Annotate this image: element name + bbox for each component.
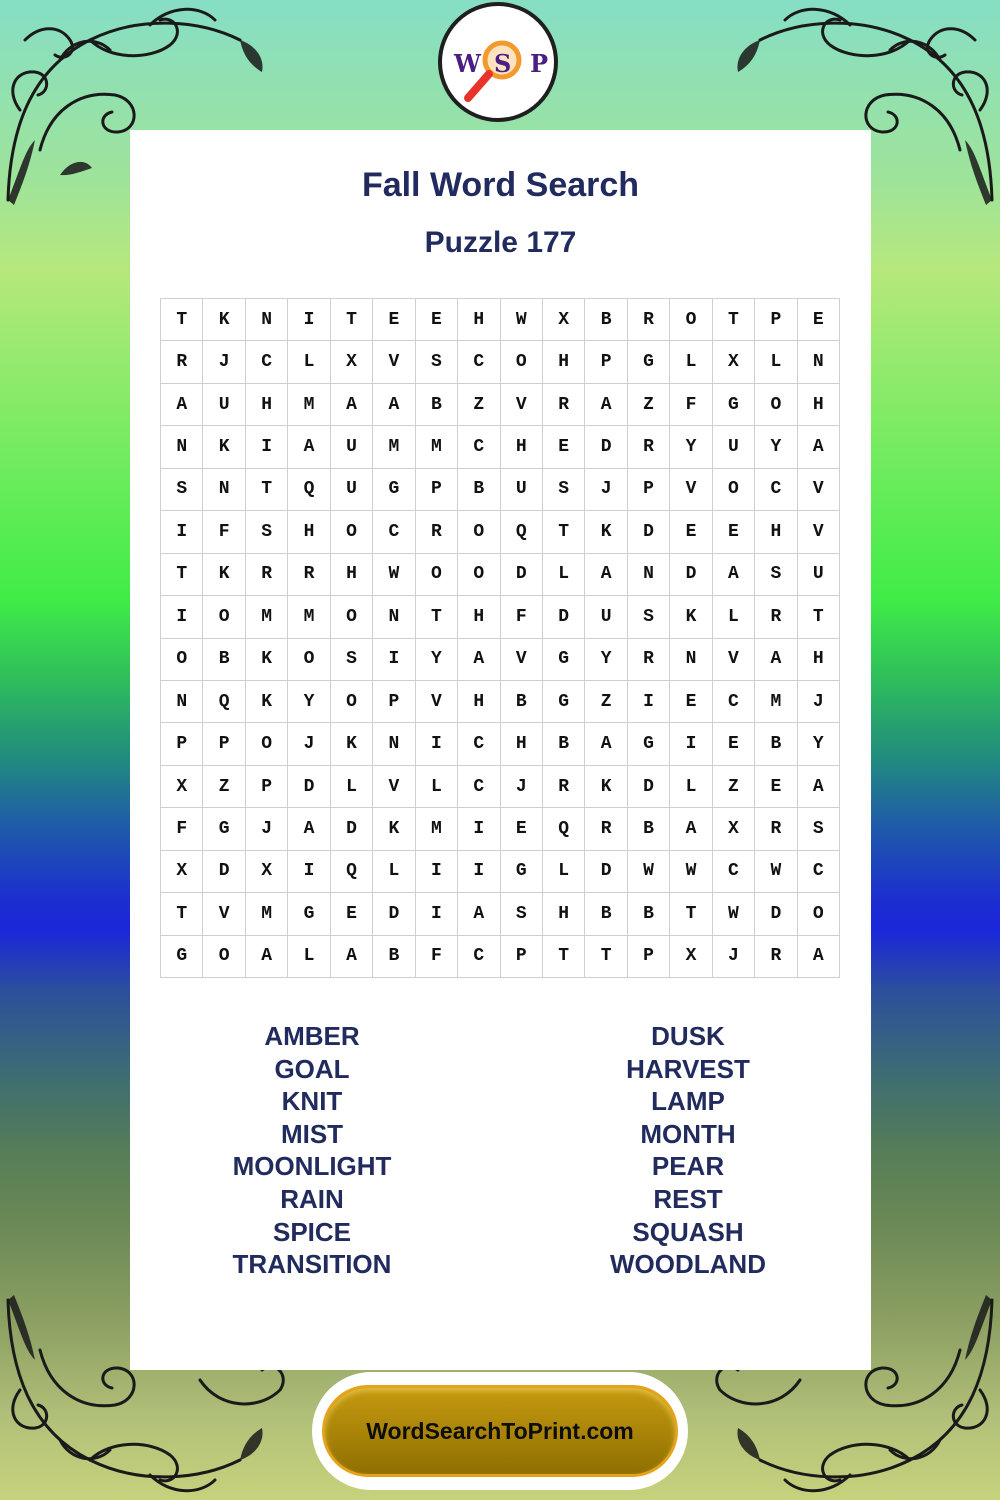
grid-cell[interactable]: C xyxy=(713,681,755,723)
grid-cell[interactable]: B xyxy=(458,469,500,511)
grid-cell[interactable]: S xyxy=(161,469,203,511)
grid-cell[interactable]: A xyxy=(798,936,840,978)
grid-cell[interactable]: M xyxy=(288,596,330,638)
grid-cell[interactable]: Q xyxy=(501,511,543,553)
word-list-item: DUSK xyxy=(651,1021,725,1051)
grid-cell[interactable]: V xyxy=(798,469,840,511)
grid-cell[interactable]: Z xyxy=(628,384,670,426)
grid-cell[interactable]: A xyxy=(755,639,797,681)
grid-cell[interactable]: B xyxy=(585,299,627,341)
word-list-item: PEAR xyxy=(651,1151,725,1182)
grid-cell[interactable]: C xyxy=(458,766,500,808)
grid-cell[interactable]: S xyxy=(543,469,585,511)
grid-cell[interactable]: I xyxy=(288,299,330,341)
grid-cell[interactable]: I xyxy=(458,851,500,893)
grid-cell[interactable]: L xyxy=(543,554,585,596)
grid-cell[interactable]: V xyxy=(203,893,245,935)
grid-cell[interactable]: S xyxy=(501,893,543,935)
grid-cell[interactable]: I xyxy=(246,426,288,468)
grid-cell[interactable]: M xyxy=(373,426,415,468)
grid-cell[interactable]: X xyxy=(670,936,712,978)
grid-cell[interactable]: H xyxy=(331,554,373,596)
grid-cell[interactable]: O xyxy=(458,511,500,553)
grid-cell[interactable]: D xyxy=(628,511,670,553)
grid-cell[interactable]: C xyxy=(458,341,500,383)
grid-cell[interactable]: T xyxy=(585,936,627,978)
grid-cell[interactable]: A xyxy=(585,723,627,765)
grid-cell[interactable]: H xyxy=(798,384,840,426)
grid-cell[interactable]: M xyxy=(416,426,458,468)
grid-cell[interactable]: K xyxy=(585,766,627,808)
grid-cell[interactable]: S xyxy=(755,554,797,596)
grid-cell[interactable]: X xyxy=(161,851,203,893)
grid-cell[interactable]: A xyxy=(331,384,373,426)
grid-cell[interactable]: N xyxy=(798,341,840,383)
grid-cell[interactable]: K xyxy=(670,596,712,638)
grid-cell[interactable]: Z xyxy=(203,766,245,808)
word-list-item: SQUASH xyxy=(632,1216,744,1247)
grid-cell[interactable]: Z xyxy=(713,766,755,808)
grid-cell[interactable]: C xyxy=(713,851,755,893)
grid-cell[interactable]: R xyxy=(416,511,458,553)
grid-cell[interactable]: O xyxy=(798,893,840,935)
grid-cell[interactable]: M xyxy=(288,384,330,426)
grid-cell[interactable]: J xyxy=(713,936,755,978)
grid-cell[interactable]: V xyxy=(501,639,543,681)
grid-cell[interactable]: H xyxy=(458,596,500,638)
grid-cell[interactable]: G xyxy=(501,851,543,893)
grid-cell[interactable]: E xyxy=(755,766,797,808)
grid-cell[interactable]: U xyxy=(501,469,543,511)
grid-cell[interactable]: V xyxy=(501,384,543,426)
grid-cell[interactable]: W xyxy=(628,851,670,893)
grid-cell[interactable]: B xyxy=(501,681,543,723)
grid-cell[interactable]: A xyxy=(458,639,500,681)
grid-cell[interactable]: X xyxy=(713,341,755,383)
grid-cell[interactable]: W xyxy=(373,554,415,596)
grid-cell[interactable]: A xyxy=(373,384,415,426)
grid-cell[interactable]: X xyxy=(246,851,288,893)
grid-cell[interactable]: C xyxy=(798,851,840,893)
grid-cell[interactable]: L xyxy=(373,851,415,893)
word-list-item: GOAL xyxy=(274,1053,350,1084)
grid-cell[interactable]: D xyxy=(543,596,585,638)
grid-cell[interactable]: J xyxy=(798,681,840,723)
grid-cell[interactable]: Q xyxy=(203,681,245,723)
grid-cell[interactable]: Y xyxy=(288,681,330,723)
grid-cell[interactable]: E xyxy=(670,681,712,723)
grid-cell[interactable]: Y xyxy=(416,639,458,681)
grid-cell[interactable]: D xyxy=(501,554,543,596)
grid-cell[interactable]: G xyxy=(628,723,670,765)
grid-cell[interactable]: H xyxy=(288,511,330,553)
grid-cell[interactable]: I xyxy=(416,723,458,765)
grid-cell[interactable]: H xyxy=(543,341,585,383)
grid-cell[interactable]: B xyxy=(203,639,245,681)
grid-cell[interactable]: S xyxy=(416,341,458,383)
grid-cell[interactable]: X xyxy=(161,766,203,808)
grid-cell[interactable]: F xyxy=(501,596,543,638)
grid-cell[interactable]: W xyxy=(713,893,755,935)
grid-cell[interactable]: Y xyxy=(798,723,840,765)
grid-cell[interactable]: V xyxy=(373,341,415,383)
grid-cell[interactable]: N xyxy=(373,596,415,638)
grid-cell[interactable]: E xyxy=(798,299,840,341)
grid-cell[interactable]: Z xyxy=(585,681,627,723)
grid-cell[interactable]: O xyxy=(331,511,373,553)
grid-cell[interactable]: A xyxy=(585,554,627,596)
grid-cell[interactable]: G xyxy=(713,384,755,426)
grid-cell[interactable]: R xyxy=(585,808,627,850)
grid-cell[interactable]: C xyxy=(755,469,797,511)
grid-cell[interactable]: E xyxy=(373,299,415,341)
grid-cell[interactable]: U xyxy=(713,426,755,468)
word-list-item: LAMP xyxy=(651,1086,725,1117)
grid-cell[interactable]: D xyxy=(373,893,415,935)
grid-cell[interactable]: E xyxy=(713,511,755,553)
grid-cell[interactable]: B xyxy=(543,723,585,765)
grid-cell[interactable]: D xyxy=(331,808,373,850)
grid-cell[interactable]: V xyxy=(416,681,458,723)
grid-cell[interactable]: A xyxy=(331,936,373,978)
page-title: Fall Word Search xyxy=(361,166,640,204)
grid-cell[interactable]: I xyxy=(161,596,203,638)
word-list-item: WOODLAND xyxy=(610,1249,766,1280)
grid-cell[interactable]: P xyxy=(373,681,415,723)
grid-cell[interactable]: A xyxy=(458,893,500,935)
grid-cell[interactable]: S xyxy=(331,639,373,681)
grid-cell[interactable]: V xyxy=(798,511,840,553)
grid-cell[interactable]: W xyxy=(755,851,797,893)
grid-cell[interactable]: M xyxy=(755,681,797,723)
grid-cell[interactable]: J xyxy=(246,808,288,850)
grid-cell[interactable]: S xyxy=(628,596,670,638)
site-logo[interactable] xyxy=(438,2,558,122)
grid-cell[interactable]: U xyxy=(798,554,840,596)
grid-cell[interactable]: K xyxy=(373,808,415,850)
grid-cell[interactable]: U xyxy=(203,384,245,426)
grid-cell[interactable]: L xyxy=(288,936,330,978)
grid-cell[interactable]: T xyxy=(331,299,373,341)
grid-cell[interactable]: N xyxy=(161,681,203,723)
grid-cell[interactable]: H xyxy=(501,426,543,468)
grid-cell[interactable]: O xyxy=(331,596,373,638)
grid-cell[interactable]: H xyxy=(798,639,840,681)
grid-cell[interactable]: D xyxy=(203,851,245,893)
word-list-item: RAIN xyxy=(280,1183,344,1214)
grid-cell[interactable]: G xyxy=(543,639,585,681)
grid-cell[interactable]: O xyxy=(161,639,203,681)
grid-cell[interactable]: P xyxy=(628,936,670,978)
grid-cell[interactable]: Q xyxy=(288,469,330,511)
grid-cell[interactable]: A xyxy=(670,808,712,850)
grid-cell[interactable]: Y xyxy=(755,426,797,468)
grid-cell[interactable]: I xyxy=(628,681,670,723)
grid-cell[interactable]: O xyxy=(755,384,797,426)
grid-cell[interactable]: E xyxy=(416,299,458,341)
grid-cell[interactable]: Y xyxy=(670,426,712,468)
grid-cell[interactable]: H xyxy=(501,723,543,765)
grid-cell[interactable]: F xyxy=(161,808,203,850)
word-list-item: SPICE xyxy=(272,1216,352,1247)
grid-cell[interactable]: P xyxy=(161,723,203,765)
word-list-item: AMBER xyxy=(264,1021,360,1051)
grid-cell[interactable]: L xyxy=(755,341,797,383)
grid-cell[interactable]: O xyxy=(246,723,288,765)
grid-cell[interactable]: O xyxy=(203,596,245,638)
grid-cell[interactable]: D xyxy=(628,766,670,808)
grid-cell[interactable]: L xyxy=(416,766,458,808)
grid-cell[interactable]: L xyxy=(713,596,755,638)
grid-cell[interactable]: U xyxy=(331,426,373,468)
grid-cell[interactable]: Q xyxy=(543,808,585,850)
grid-cell[interactable]: G xyxy=(203,808,245,850)
grid-cell[interactable]: R xyxy=(628,639,670,681)
grid-cell[interactable]: E xyxy=(331,893,373,935)
grid-cell[interactable]: X xyxy=(713,808,755,850)
word-list-left xyxy=(162,1020,462,1281)
grid-cell[interactable]: E xyxy=(543,426,585,468)
grid-cell[interactable]: W xyxy=(670,851,712,893)
grid-cell[interactable]: I xyxy=(458,808,500,850)
grid-cell[interactable]: M xyxy=(246,893,288,935)
grid-cell[interactable]: I xyxy=(670,723,712,765)
grid-cell[interactable]: B xyxy=(628,808,670,850)
grid-cell[interactable]: O xyxy=(670,299,712,341)
grid-cell[interactable]: G xyxy=(161,936,203,978)
word-list-item: MIST xyxy=(280,1118,344,1149)
grid-cell[interactable]: A xyxy=(288,426,330,468)
grid-cell[interactable]: H xyxy=(543,893,585,935)
grid-cell[interactable]: Q xyxy=(331,851,373,893)
grid-cell[interactable]: P xyxy=(755,299,797,341)
grid-cell[interactable]: I xyxy=(416,893,458,935)
grid-cell[interactable]: N xyxy=(628,554,670,596)
grid-cell[interactable]: R xyxy=(543,384,585,426)
grid-cell[interactable]: A xyxy=(585,384,627,426)
grid-cell[interactable]: G xyxy=(373,469,415,511)
grid-cell[interactable]: G xyxy=(288,893,330,935)
grid-cell[interactable]: O xyxy=(713,469,755,511)
word-list-item: MONTH xyxy=(640,1118,736,1149)
grid-cell[interactable]: L xyxy=(670,766,712,808)
grid-cell[interactable]: T xyxy=(161,554,203,596)
grid-cell[interactable]: D xyxy=(585,851,627,893)
grid-cell[interactable]: P xyxy=(246,766,288,808)
grid-cell[interactable]: R xyxy=(755,936,797,978)
grid-cell[interactable]: L xyxy=(331,766,373,808)
grid-cell[interactable]: E xyxy=(501,808,543,850)
grid-cell[interactable]: D xyxy=(670,554,712,596)
grid-cell[interactable]: O xyxy=(331,681,373,723)
word-list-item: REST xyxy=(653,1183,723,1214)
word-list-item: MOONLIGHT xyxy=(232,1151,392,1182)
word-list-item: KNIT xyxy=(281,1086,343,1117)
grid-cell[interactable]: L xyxy=(543,851,585,893)
grid-cell[interactable]: C xyxy=(458,426,500,468)
grid-cell[interactable]: H xyxy=(458,681,500,723)
grid-cell[interactable]: X xyxy=(331,341,373,383)
word-list-right xyxy=(538,1020,838,1281)
grid-cell[interactable]: I xyxy=(288,851,330,893)
grid-cell[interactable]: O xyxy=(288,639,330,681)
grid-cell[interactable]: T xyxy=(161,299,203,341)
word-search-grid xyxy=(160,298,840,978)
grid-cell[interactable]: R xyxy=(628,426,670,468)
grid-cell[interactable]: A xyxy=(288,808,330,850)
grid-cell[interactable]: R xyxy=(288,554,330,596)
grid-cell[interactable]: O xyxy=(458,554,500,596)
grid-cell[interactable]: J xyxy=(288,723,330,765)
grid-cell[interactable]: B xyxy=(628,893,670,935)
grid-cell[interactable]: R xyxy=(755,596,797,638)
grid-cell[interactable]: T xyxy=(543,936,585,978)
grid-cell[interactable]: X xyxy=(543,299,585,341)
grid-cell[interactable]: R xyxy=(628,299,670,341)
grid-cell[interactable]: E xyxy=(713,723,755,765)
grid-cell[interactable]: K xyxy=(246,639,288,681)
grid-cell[interactable]: K xyxy=(203,299,245,341)
grid-cell[interactable]: B xyxy=(755,723,797,765)
grid-cell[interactable]: A xyxy=(798,426,840,468)
grid-cell[interactable]: T xyxy=(713,299,755,341)
grid-cell[interactable]: Z xyxy=(458,384,500,426)
grid-cell[interactable]: N xyxy=(670,639,712,681)
grid-cell[interactable]: A xyxy=(246,936,288,978)
grid-cell[interactable]: Y xyxy=(585,639,627,681)
grid-cell[interactable]: E xyxy=(670,511,712,553)
grid-cell[interactable]: N xyxy=(203,469,245,511)
grid-cell[interactable]: O xyxy=(203,936,245,978)
grid-cell[interactable]: R xyxy=(161,341,203,383)
website-link-button[interactable]: WordSearchToPrint.com xyxy=(322,1385,678,1477)
grid-cell[interactable]: D xyxy=(755,893,797,935)
grid-cell[interactable]: L xyxy=(670,341,712,383)
grid-cell[interactable]: U xyxy=(585,596,627,638)
grid-cell[interactable]: R xyxy=(246,554,288,596)
grid-cell[interactable]: F xyxy=(670,384,712,426)
grid-cell[interactable]: M xyxy=(246,596,288,638)
grid-cell[interactable]: H xyxy=(458,299,500,341)
logo-letter-p: P xyxy=(530,49,549,78)
grid-cell[interactable]: T xyxy=(798,596,840,638)
grid-cell[interactable]: W xyxy=(501,299,543,341)
grid-cell[interactable]: S xyxy=(798,808,840,850)
grid-cell[interactable]: P xyxy=(628,469,670,511)
grid-cell[interactable]: K xyxy=(585,511,627,553)
grid-cell[interactable]: T xyxy=(161,893,203,935)
grid-cell[interactable]: A xyxy=(798,766,840,808)
grid-cell[interactable]: F xyxy=(203,511,245,553)
grid-cell[interactable]: A xyxy=(713,554,755,596)
grid-cell[interactable]: B xyxy=(416,384,458,426)
puzzle-number: Puzzle 177 xyxy=(424,226,577,259)
grid-cell[interactable]: I xyxy=(161,511,203,553)
logo-letter-w: W xyxy=(454,49,481,78)
grid-cell[interactable]: F xyxy=(416,936,458,978)
grid-cell[interactable]: C xyxy=(458,936,500,978)
logo-letter-s: S xyxy=(494,49,512,78)
grid-cell[interactable]: G xyxy=(628,341,670,383)
grid-cell[interactable]: G xyxy=(543,681,585,723)
grid-cell[interactable]: D xyxy=(288,766,330,808)
grid-cell[interactable]: C xyxy=(246,341,288,383)
grid-cell[interactable]: D xyxy=(585,426,627,468)
grid-cell[interactable]: B xyxy=(585,893,627,935)
grid-cell[interactable]: O xyxy=(501,341,543,383)
grid-cell[interactable]: P xyxy=(585,341,627,383)
grid-cell[interactable]: J xyxy=(203,341,245,383)
grid-cell[interactable]: N xyxy=(161,426,203,468)
grid-cell[interactable]: I xyxy=(373,639,415,681)
grid-cell[interactable]: B xyxy=(373,936,415,978)
grid-cell[interactable]: K xyxy=(203,554,245,596)
grid-cell[interactable]: T xyxy=(246,469,288,511)
grid-cell[interactable]: T xyxy=(416,596,458,638)
word-list-item: HARVEST xyxy=(626,1053,750,1084)
grid-cell[interactable]: P xyxy=(203,723,245,765)
grid-cell[interactable]: R xyxy=(755,808,797,850)
grid-cell[interactable]: K xyxy=(203,426,245,468)
grid-cell[interactable]: I xyxy=(416,851,458,893)
grid-cell[interactable]: N xyxy=(373,723,415,765)
grid-cell[interactable]: C xyxy=(458,723,500,765)
grid-cell[interactable]: S xyxy=(246,511,288,553)
grid-cell[interactable]: P xyxy=(501,936,543,978)
grid-cell[interactable]: L xyxy=(288,341,330,383)
grid-cell[interactable]: U xyxy=(331,469,373,511)
grid-cell[interactable]: T xyxy=(543,511,585,553)
grid-cell[interactable]: N xyxy=(246,299,288,341)
grid-cell[interactable]: J xyxy=(585,469,627,511)
grid-cell[interactable]: H xyxy=(246,384,288,426)
word-list-item: TRANSITION xyxy=(232,1249,392,1280)
grid-cell[interactable]: V xyxy=(373,766,415,808)
grid-cell[interactable]: P xyxy=(416,469,458,511)
grid-cell[interactable]: J xyxy=(501,766,543,808)
grid-cell[interactable]: V xyxy=(713,639,755,681)
grid-cell[interactable]: K xyxy=(331,723,373,765)
grid-cell[interactable]: H xyxy=(755,511,797,553)
grid-cell[interactable]: O xyxy=(416,554,458,596)
grid-cell[interactable]: M xyxy=(416,808,458,850)
grid-cell[interactable]: K xyxy=(246,681,288,723)
grid-cell[interactable]: V xyxy=(670,469,712,511)
grid-cell[interactable]: A xyxy=(161,384,203,426)
grid-cell[interactable]: T xyxy=(670,893,712,935)
grid-cell[interactable]: C xyxy=(373,511,415,553)
grid-cell[interactable]: R xyxy=(543,766,585,808)
